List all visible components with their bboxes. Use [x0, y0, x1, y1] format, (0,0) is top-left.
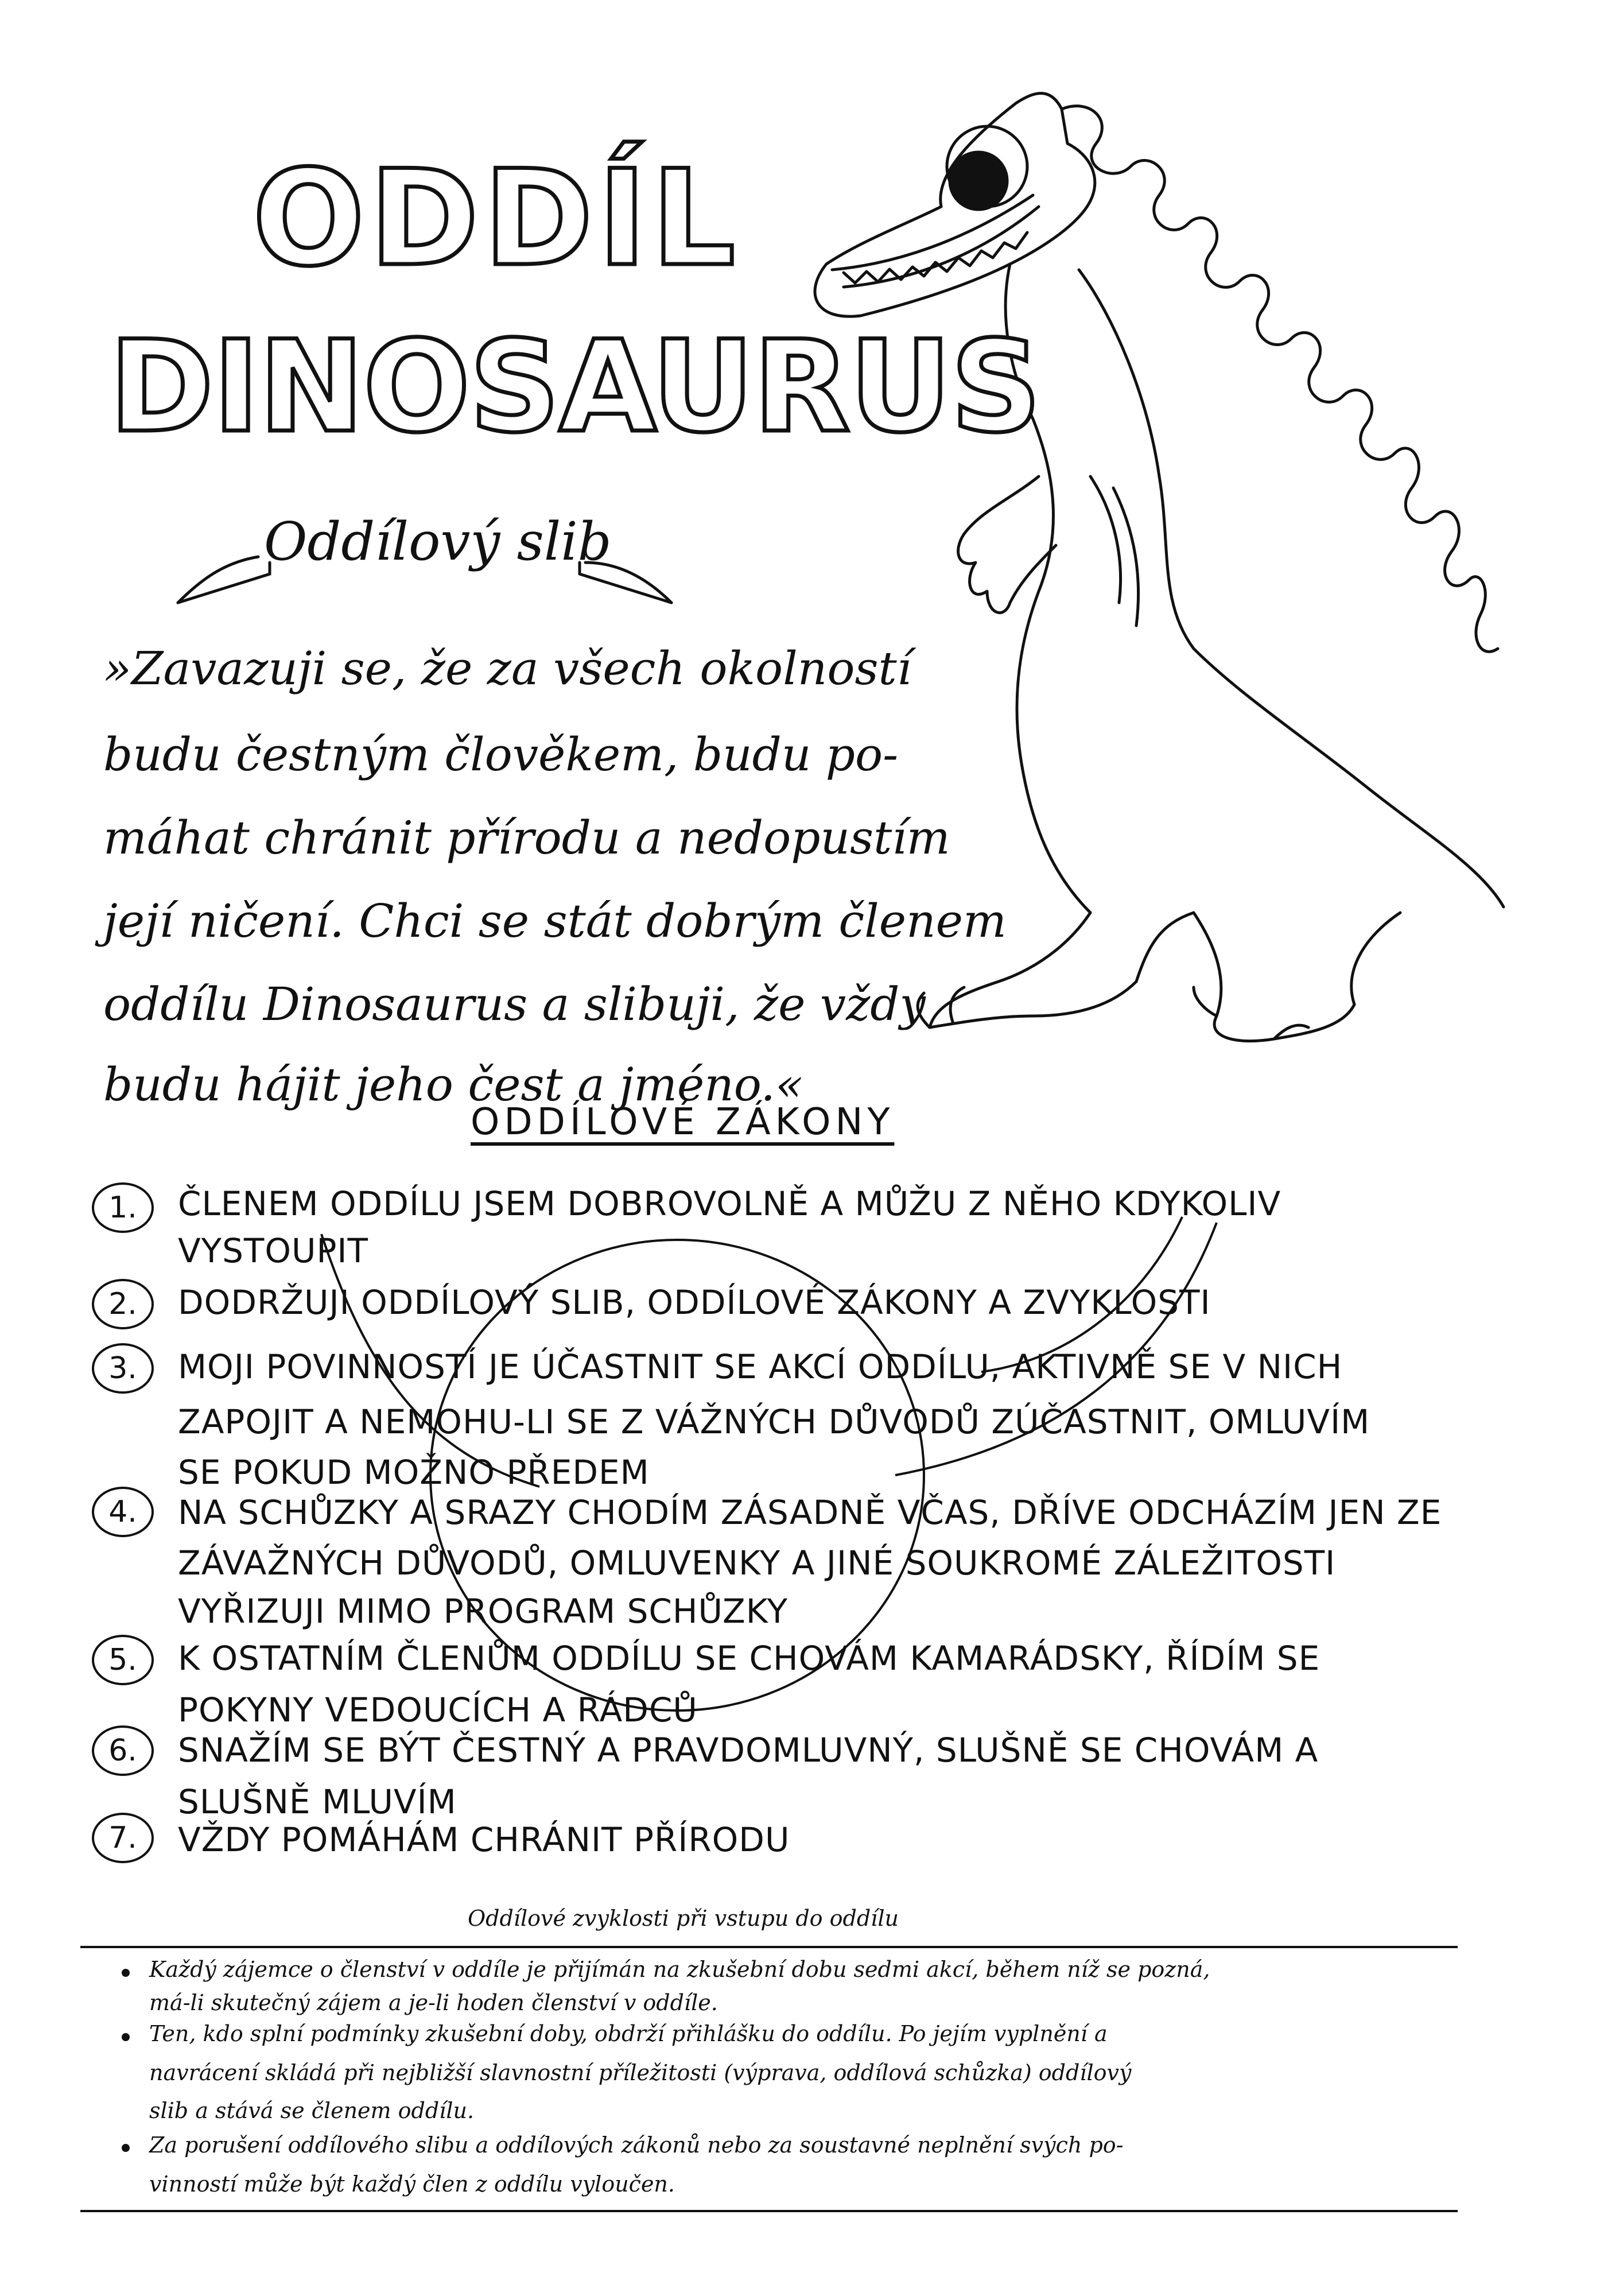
law-number: 4.: [92, 1487, 154, 1537]
law-text: K OSTATNÍM ČLENŮM ODDÍLU SE CHOVÁM KAMARÁDSKY, ŘÍDÍM SE: [178, 1639, 1321, 1678]
pledge-line: oddílu Dinosaurus a slibuji, že vždy: [103, 978, 926, 1031]
pledge-line: máhat chránit přírodu a nedopustím: [103, 811, 950, 864]
law-text: VYSTOUPIT: [178, 1231, 368, 1270]
law-text: DODRŽUJI ODDÍLOVÝ SLIB, ODDÍLOVÉ ZÁKONY A ZVYKLOSTI: [178, 1283, 1211, 1322]
divider-bottom: [80, 2210, 1458, 2212]
pledge-line: její ničení. Chci se stát dobrým členem: [103, 894, 1007, 948]
pledge-line: budu hájit jeho čest a jméno.«: [103, 1058, 803, 1111]
law-number: 5.: [92, 1635, 154, 1685]
custom-text: má-li skutečný zájem a je-li hoden členství v oddíle.: [149, 1990, 718, 2015]
customs-heading: Oddílové zvyklosti při vstupu do oddílu: [468, 1906, 899, 1931]
custom-text: Ten, kdo splní podmínky zkušební doby, obdrží přihlášku do oddílu. Po jejím vyplnění a: [149, 2021, 1108, 2046]
law-number: 6.: [92, 1725, 154, 1776]
law-text: POKYNY VEDOUCÍCH A RÁDCŮ: [178, 1690, 698, 1729]
law-text: NA SCHŮZKY A SRAZY CHODÍM ZÁSADNĚ VČAS, DŘÍVE ODCHÁZÍM JEN ZE: [178, 1493, 1442, 1532]
pledge-heading: [166, 499, 683, 614]
bullet: [122, 2033, 130, 2041]
pledge-line: budu čestným člověkem, budu po-: [103, 728, 899, 781]
title-line-1: ODDÍL: [253, 142, 740, 296]
bullet: [122, 1969, 130, 1977]
law-number: 1.: [92, 1182, 154, 1233]
custom-text: slib a stává se členem oddílu.: [149, 2098, 475, 2123]
law-text: VŽDY POMÁHÁM CHRÁNIT PŘÍRODU: [178, 1820, 790, 1859]
title-lettering: [80, 142, 1040, 465]
law-text: MOJI POVINNOSTÍ JE ÚČASTNIT SE AKCÍ ODDÍLU, AKTIVNĚ SE V NICH: [178, 1347, 1343, 1386]
custom-text: vinností může být každý člen z oddílu vyloučen.: [149, 2171, 675, 2197]
title-line-2: DINOSAURUS: [109, 313, 1040, 460]
law-text: ZÁVAŽNÝCH DŮVODŮ, OMLUVENKY A JINÉ SOUKROMÉ ZÁLEŽITOSTI: [178, 1543, 1336, 1583]
law-text: SLUŠNĚ MLUVÍM: [178, 1782, 457, 1821]
pledge-title: Oddílový slib: [264, 511, 612, 572]
bullet: [122, 2144, 130, 2152]
laws-heading: ODDÍLOVÉ ZÁKONY: [471, 1101, 895, 1143]
law-text: ZAPOJIT A NEMOHU-LI SE Z VÁŽNÝCH DŮVODŮ ZÚČASTNIT, OMLUVÍM: [178, 1402, 1370, 1441]
pledge-line: »Zavazuji se, že za všech okolností: [103, 642, 912, 695]
law-number: 3.: [92, 1343, 154, 1394]
law-text: SE POKUD MOŽNO PŘEDEM: [178, 1453, 650, 1492]
law-number: 7.: [92, 1813, 154, 1863]
law-text: VYŘIZUJI MIMO PROGRAM SCHŮZKY: [178, 1592, 789, 1631]
law-number: 2.: [92, 1279, 154, 1329]
custom-text: Za porušení oddílového slibu a oddílových zákonů nebo za soustavné neplnění svých po-: [149, 2132, 1124, 2158]
law-text: ČLENEM ODDÍLU JSEM DOBROVOLNĚ A MŮŽU Z NĚHO KDYKOLIV: [178, 1184, 1281, 1223]
divider-top: [80, 1946, 1458, 1948]
law-text: SNAŽÍM SE BÝT ČESTNÝ A PRAVDOMLUVNÝ, SLUŠNĚ SE CHOVÁM A: [178, 1731, 1319, 1770]
custom-text: Každý zájemce o členství v oddíle je přijímán na zkušební dobu sedmi akcí, během níž se pozná,: [149, 1957, 1210, 1982]
custom-text: navrácení skládá při nejbližší slavnostní příležitosti (výprava, oddílová schůzka) oddílový: [149, 2060, 1132, 2085]
